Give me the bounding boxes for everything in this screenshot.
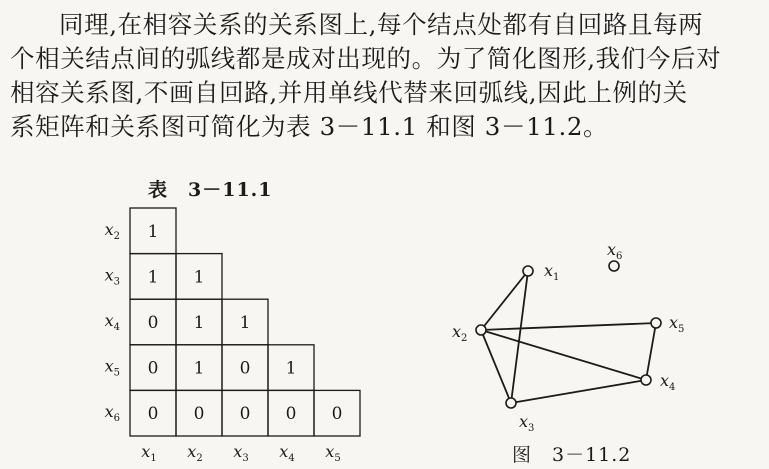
- matrix-cell-value: 0: [239, 404, 251, 425]
- graph-node-label: $x_6$: [607, 240, 623, 262]
- matrix-cell-value: 0: [239, 358, 251, 379]
- row-label: $x_5$: [104, 356, 120, 379]
- matrix-cell-value: 0: [331, 404, 343, 425]
- row-label: $x_2$: [104, 219, 120, 242]
- column-label: $x_5$: [325, 442, 341, 464]
- matrix-cell-value: 0: [147, 313, 159, 333]
- column-label: $x_3$: [233, 442, 249, 464]
- graph-node: [609, 261, 619, 271]
- graph-edge: [481, 323, 656, 330]
- matrix-cell-value: 0: [147, 404, 159, 425]
- graph-node-label: $x_2$: [452, 322, 468, 344]
- graph-node-label: $x_4$: [660, 371, 676, 393]
- graph-edge: [646, 323, 656, 380]
- matrix-cell-value: 1: [193, 267, 205, 288]
- row-label: $x_4$: [104, 311, 120, 333]
- matrix-cell-value: 1: [147, 221, 159, 242]
- matrix-cell-value: 1: [147, 267, 159, 288]
- graph-node-label: $x_5$: [669, 313, 685, 335]
- graph-node: [506, 398, 516, 408]
- column-label: $x_4$: [279, 442, 295, 464]
- matrix-cell-value: 1: [193, 313, 205, 333]
- graph-node: [651, 318, 661, 328]
- paragraph-line-3: 相容关系图,不画自回路,并用单线代替来回弧线,因此上例的关: [10, 78, 688, 107]
- graph-edge: [481, 330, 646, 380]
- paragraph-line-1: 同理,在相容关系的关系图上,每个结点处都有自回路且每两: [59, 10, 704, 39]
- paragraph-line-2: 个相关结点间的弧线都是成对出现的。为了简化图形,我们今后对: [10, 44, 722, 73]
- graph-node-label: $x_1$: [544, 261, 560, 283]
- column-label: $x_2$: [187, 442, 203, 464]
- graph-node: [641, 375, 651, 385]
- column-label: $x_1$: [141, 442, 157, 464]
- graph-edge: [511, 380, 646, 403]
- row-label: $x_3$: [104, 265, 120, 288]
- matrix-cell-value: 0: [285, 404, 297, 425]
- graph-node-label: $x_3$: [519, 412, 535, 434]
- graph-edge: [481, 330, 511, 403]
- table-caption: 表 3－11.1: [148, 179, 273, 201]
- matrix-cell-value: 1: [285, 358, 297, 379]
- graph-node: [523, 266, 533, 276]
- matrix-cell-value: 1: [239, 313, 251, 333]
- graph-node: [476, 325, 486, 335]
- paragraph-line-4: 系矩阵和关系图可简化为表 3－11.1 和图 3－11.2。: [10, 112, 609, 141]
- graph-edge: [511, 271, 528, 403]
- figure-caption: 图 3－11.2: [512, 444, 632, 466]
- row-label: $x_6$: [104, 402, 120, 425]
- matrix-cell-value: 0: [147, 358, 159, 379]
- matrix-cell-value: 0: [193, 404, 205, 425]
- matrix-cell-value: 1: [193, 358, 205, 379]
